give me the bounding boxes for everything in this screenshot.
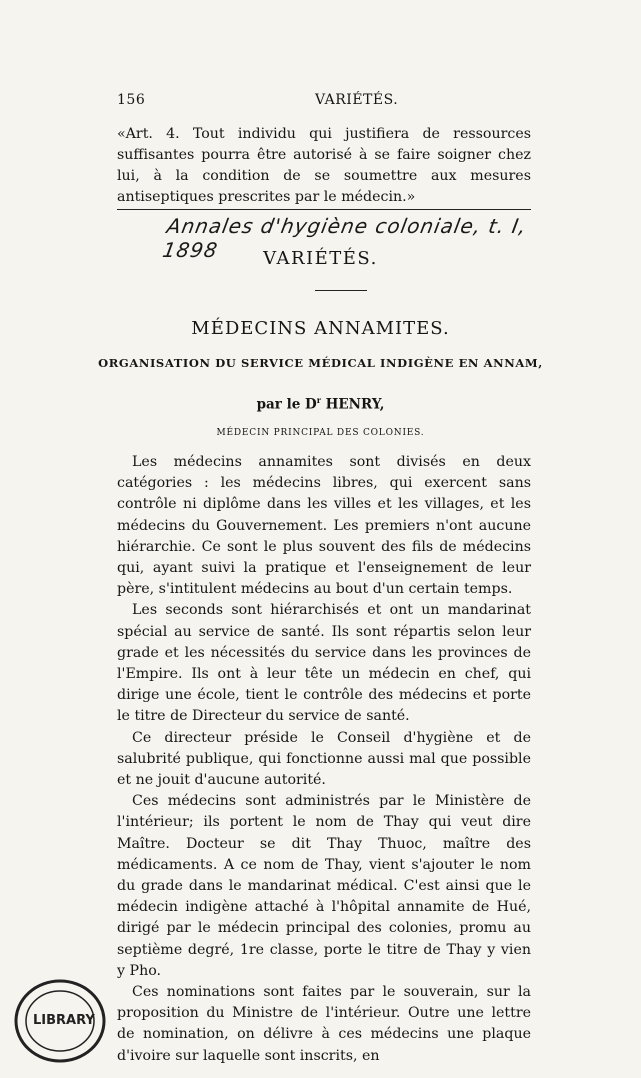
divider-rule	[117, 209, 531, 210]
author-rank: MÉDECIN PRINCIPAL DES COLONIES.	[216, 428, 425, 438]
paragraph: Ces nominations sont faites par le souverain, sur la proposition du Ministre de l'intérieur. Outre une lettre de nomination, on délivre à ces médecins une plaque d'ivoire sur laquelle sont inscrits, en	[117, 984, 531, 1064]
running-title: VARIÉTÉS.	[315, 92, 399, 108]
paragraph: Les médecins annamites sont divisés en deux catégories : les médecins libres, qui exercent sans contrôle ni diplôme dans les villes et les villages, et les médecins du Gouvernement. Les premiers n'ont aucune hiérarchie. Ce sont le plus souvent des fils de médecins qui, ayant suivi la pratique et l'enseignement de leur père, s'intitulent médecins au bout d'un certain temps.	[117, 454, 531, 598]
short-divider	[315, 290, 367, 291]
paragraph: Ce directeur préside le Conseil d'hygiène et de salubrité publique, qui fonctionne aussi mal que possible et ne jouit d'aucune autorité.	[117, 729, 531, 789]
article-author	[0, 395, 641, 413]
paragraph: Ces médecins sont administrés par le Ministère de l'intérieur; ils portent le nom de Thay qui veut dire Maître. Docteur se dit Thay Thuoc, maître des médicaments. A ce nom de Thay, vient s'ajouter le nom du grade dans le mandarinat médical. C'est ainsi que le médecin indigène attaché à l'hôpital annamite de Hué, dirigé par le médecin principal des colonies, promu au septième degré, 1re classe, porte le titre de Thay y vien y Pho.	[117, 793, 531, 979]
author-prefix-sup: r	[316, 395, 321, 405]
author-name: HENRY,	[325, 396, 385, 413]
article-subtitle: ORGANISATION DU SERVICE MÉDICAL INDIGÈNE EN ANNAM,	[98, 356, 543, 370]
previous-article-text: «Art. 4. Tout individu qui justifiera de ressources suffisantes pourra être autorisé à se faire soigner chez lui, à la condition de se soumettre aux mesures antiseptiques prescrites par le médecin.»	[117, 126, 531, 205]
handwritten-annotation: Annales d'hygiène coloniale, t. I, 1898	[160, 214, 529, 262]
author-prefix: par le D	[256, 396, 317, 413]
article-body	[117, 452, 531, 1067]
paragraph: Les seconds sont hiérarchisés et ont un mandarinat spécial au service de santé. Ils sont répartis selon leur grade et les nécessités du service dans les provinces de l'Empire. Ils ont à leur tête un médecin en chef, qui dirige une école, tient le contrôle des médecins et porte le titre de Directeur du service de santé.	[117, 602, 531, 725]
article-title: MÉDECINS ANNAMITES.	[191, 318, 450, 339]
section-title: VARIÉTÉS.	[263, 248, 378, 269]
page-header	[117, 92, 531, 112]
stamp-label: LIBRARY	[33, 1013, 95, 1028]
page-number: 156	[117, 92, 146, 108]
